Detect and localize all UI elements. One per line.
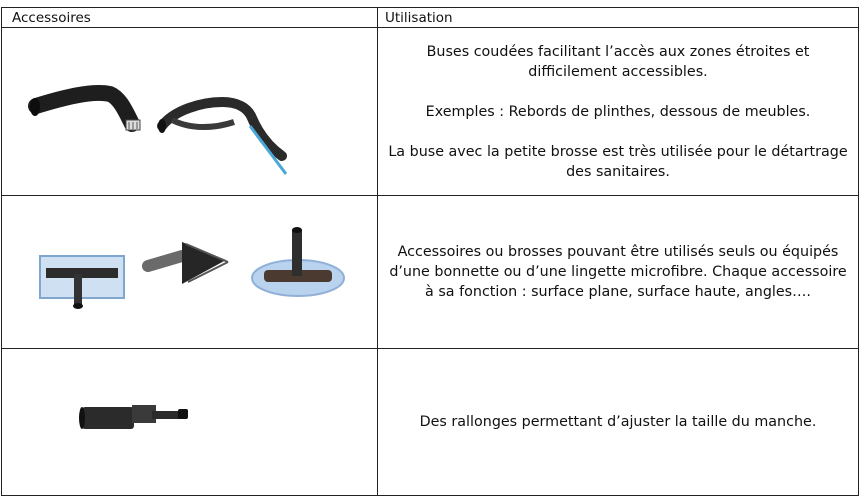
header-accessoires: Accessoires [2, 8, 378, 28]
extension-tube-image [2, 349, 378, 495]
usage-paragraph: Buses coudées facilitant l’accès aux zones étroites et difficilement accessibles. [426, 43, 810, 80]
curved-nozzles-image [2, 28, 378, 195]
table-header-row [2, 8, 859, 28]
mop-with-cover-icon [252, 227, 344, 296]
usage-text-cell [378, 349, 859, 496]
header-utilisation: Utilisation [378, 8, 859, 28]
extension-tube-icon [79, 405, 188, 429]
table-row [2, 28, 859, 196]
accessories-table [1, 7, 859, 496]
usage-paragraph: Exemples : Rebords de plinthes, dessous de meubles. [425, 103, 811, 120]
triangle-brush-icon [148, 242, 228, 284]
accessory-image-cell [2, 28, 378, 196]
usage-paragraph: Accessoires ou brosses pouvant être utilisés seuls ou équipés d’une bonnette ou d’une lingette microfibre. Chaque accessoire à sa fonction : surface plane, surface haute, angles…. [389, 244, 847, 300]
usage-text-cell [378, 28, 859, 196]
usage-text-cell [378, 196, 859, 349]
accessory-image-cell [2, 349, 378, 496]
usage-paragraph: La buse avec la petite brosse est très utilisée pour le détartrage des sanitaires. [388, 143, 848, 180]
table-row [2, 196, 859, 349]
curved-nozzle-icon [30, 93, 140, 130]
flat-mop-icon [40, 256, 124, 309]
nozzle-with-handle-icon [158, 102, 286, 174]
accessory-image-cell [2, 196, 378, 349]
table-row [2, 349, 859, 496]
brushes-image [2, 196, 378, 348]
usage-paragraph: Des rallonges permettant d’ajuster la taille du manche. [419, 414, 817, 430]
